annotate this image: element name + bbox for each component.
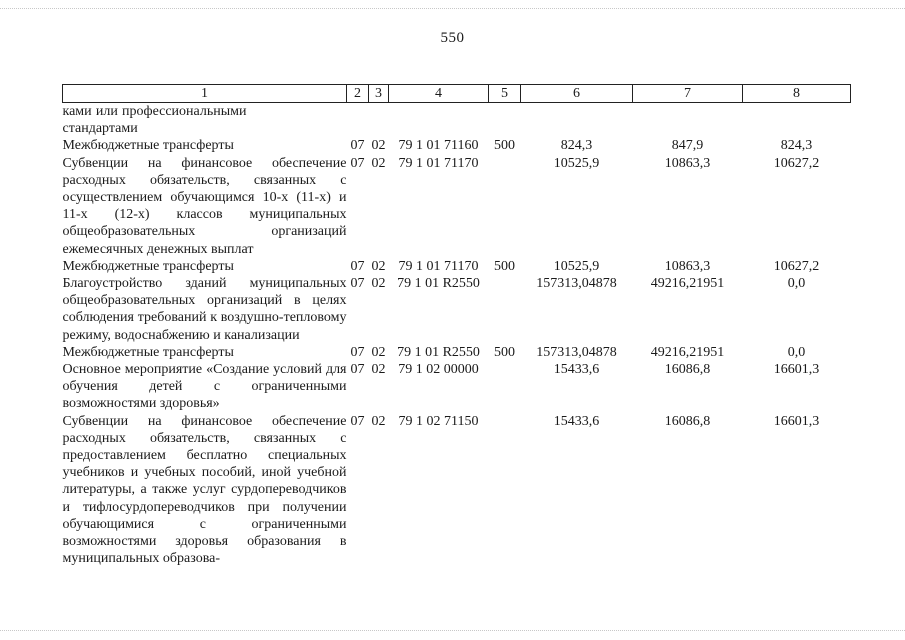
row-value-col7: 49216,21951 — [650, 276, 725, 292]
row-value-col8: 824,3 — [780, 138, 813, 154]
table-header-row — [63, 85, 851, 103]
row-section: 07 — [350, 258, 365, 274]
row-description: Межбюджетные трансферты — [62, 258, 234, 274]
row-value-col6: 10525,9 — [553, 155, 600, 171]
column-header-8: 8 — [743, 85, 851, 103]
row-section: 07 — [350, 413, 365, 429]
row-value-col8: 16601,3 — [773, 413, 820, 429]
table-row — [63, 103, 851, 138]
column-header-3: 3 — [369, 85, 389, 103]
row-subsection: 02 — [371, 362, 386, 378]
row-expense-type: 500 — [494, 138, 515, 154]
row-target-code — [389, 103, 489, 138]
row-value-col7: 847,9 — [671, 138, 704, 154]
row-section — [347, 103, 369, 138]
column-header-2: 2 — [347, 85, 369, 103]
page-number: 550 — [440, 30, 465, 46]
row-value-col6: 824,3 — [560, 138, 593, 154]
row-section: 07 — [350, 138, 365, 154]
column-header-4: 4 — [389, 85, 489, 103]
row-target-code: 79 1 01 71170 — [398, 155, 479, 171]
row-value-col6 — [521, 103, 633, 138]
row-description: Межбюджетные трансферты — [62, 344, 234, 360]
table-row — [63, 155, 851, 258]
row-subsection — [369, 103, 389, 138]
row-value-col7: 10863,3 — [664, 155, 711, 171]
scan-edge-top — [0, 8, 905, 11]
table-row — [63, 137, 851, 154]
table-row — [63, 413, 851, 568]
row-target-code: 79 1 01 R2550 — [397, 276, 480, 292]
row-description: Межбюджетные трансферты — [62, 138, 234, 154]
row-description: Благоустройство зданий муниципальных общеобразовательных организаций в целях соблюдения требований к воздушно-тепловому режиму, водоснабжению и канализации — [62, 276, 347, 343]
row-target-code: 79 1 02 71150 — [398, 413, 479, 429]
row-value-col7: 16086,8 — [664, 413, 711, 429]
row-value-col8: 10627,2 — [773, 155, 820, 171]
row-section: 07 — [350, 362, 365, 378]
row-value-col6: 157313,04878 — [536, 276, 617, 292]
row-value-col7: 16086,8 — [664, 362, 711, 378]
row-section: 07 — [350, 344, 365, 360]
column-header-6: 6 — [521, 85, 633, 103]
row-value-col8 — [743, 103, 851, 138]
row-expense-type — [489, 275, 521, 344]
row-subsection: 02 — [371, 413, 386, 429]
table-row — [63, 344, 851, 361]
row-expense-type: 500 — [494, 344, 515, 360]
column-header-1: 1 — [63, 85, 347, 103]
row-expense-type — [489, 413, 521, 568]
row-value-col6: 15433,6 — [553, 413, 600, 429]
row-subsection: 02 — [371, 138, 386, 154]
column-header-5: 5 — [489, 85, 521, 103]
table-row — [63, 258, 851, 275]
row-value-col6: 10525,9 — [553, 258, 600, 274]
row-value-col8: 0,0 — [787, 344, 806, 360]
row-value-col8: 16601,3 — [773, 362, 820, 378]
column-header-7: 7 — [633, 85, 743, 103]
row-description: ками или профессиональными стандартами — [62, 104, 247, 137]
row-description: Субвенции на финансовое обеспечение расходных обязательств, связанных с осуществлением обучающимся 10-х (11-х) и 11-х (12-х) классов муниципальных общеобразовательных организаций ежемесячных денежных выплат — [62, 155, 347, 257]
row-target-code: 79 1 01 71160 — [398, 138, 479, 154]
row-value-col7 — [633, 103, 743, 138]
row-subsection: 02 — [371, 258, 386, 274]
row-section: 07 — [350, 276, 365, 292]
scan-edge-bottom — [0, 630, 905, 633]
row-description: Основное мероприятие «Создание условий для обучения детей с ограниченными возможностями здоровья» — [62, 362, 347, 412]
row-expense-type: 500 — [494, 258, 515, 274]
row-description: Субвенции на финансовое обеспечение расходных обязательств, связанных с предоставлением бесплатно специальных учебников и учебных пособий, иной учебной литературы, а также услуг сурдопереводчиков и тифлосурдопереводчиков при получении обучающимися с ограниченными возможностями здоровья образования в муниципальных образова- — [62, 413, 347, 567]
row-expense-type — [489, 103, 521, 138]
row-subsection: 02 — [371, 276, 386, 292]
row-value-col8: 0,0 — [787, 276, 806, 292]
row-expense-type — [489, 155, 521, 258]
row-value-col6: 15433,6 — [553, 362, 600, 378]
budget-table — [62, 84, 851, 567]
table-row — [63, 275, 851, 344]
row-target-code: 79 1 02 00000 — [398, 362, 479, 378]
table-row — [63, 361, 851, 413]
row-expense-type — [489, 361, 521, 413]
row-subsection: 02 — [371, 344, 386, 360]
row-value-col7: 49216,21951 — [650, 344, 725, 360]
row-value-col8: 10627,2 — [773, 258, 820, 274]
row-subsection: 02 — [371, 155, 386, 171]
row-target-code: 79 1 01 R2550 — [397, 344, 480, 360]
row-value-col7: 10863,3 — [664, 258, 711, 274]
row-target-code: 79 1 01 71170 — [398, 258, 479, 274]
row-value-col6: 157313,04878 — [536, 344, 617, 360]
row-section: 07 — [350, 155, 365, 171]
